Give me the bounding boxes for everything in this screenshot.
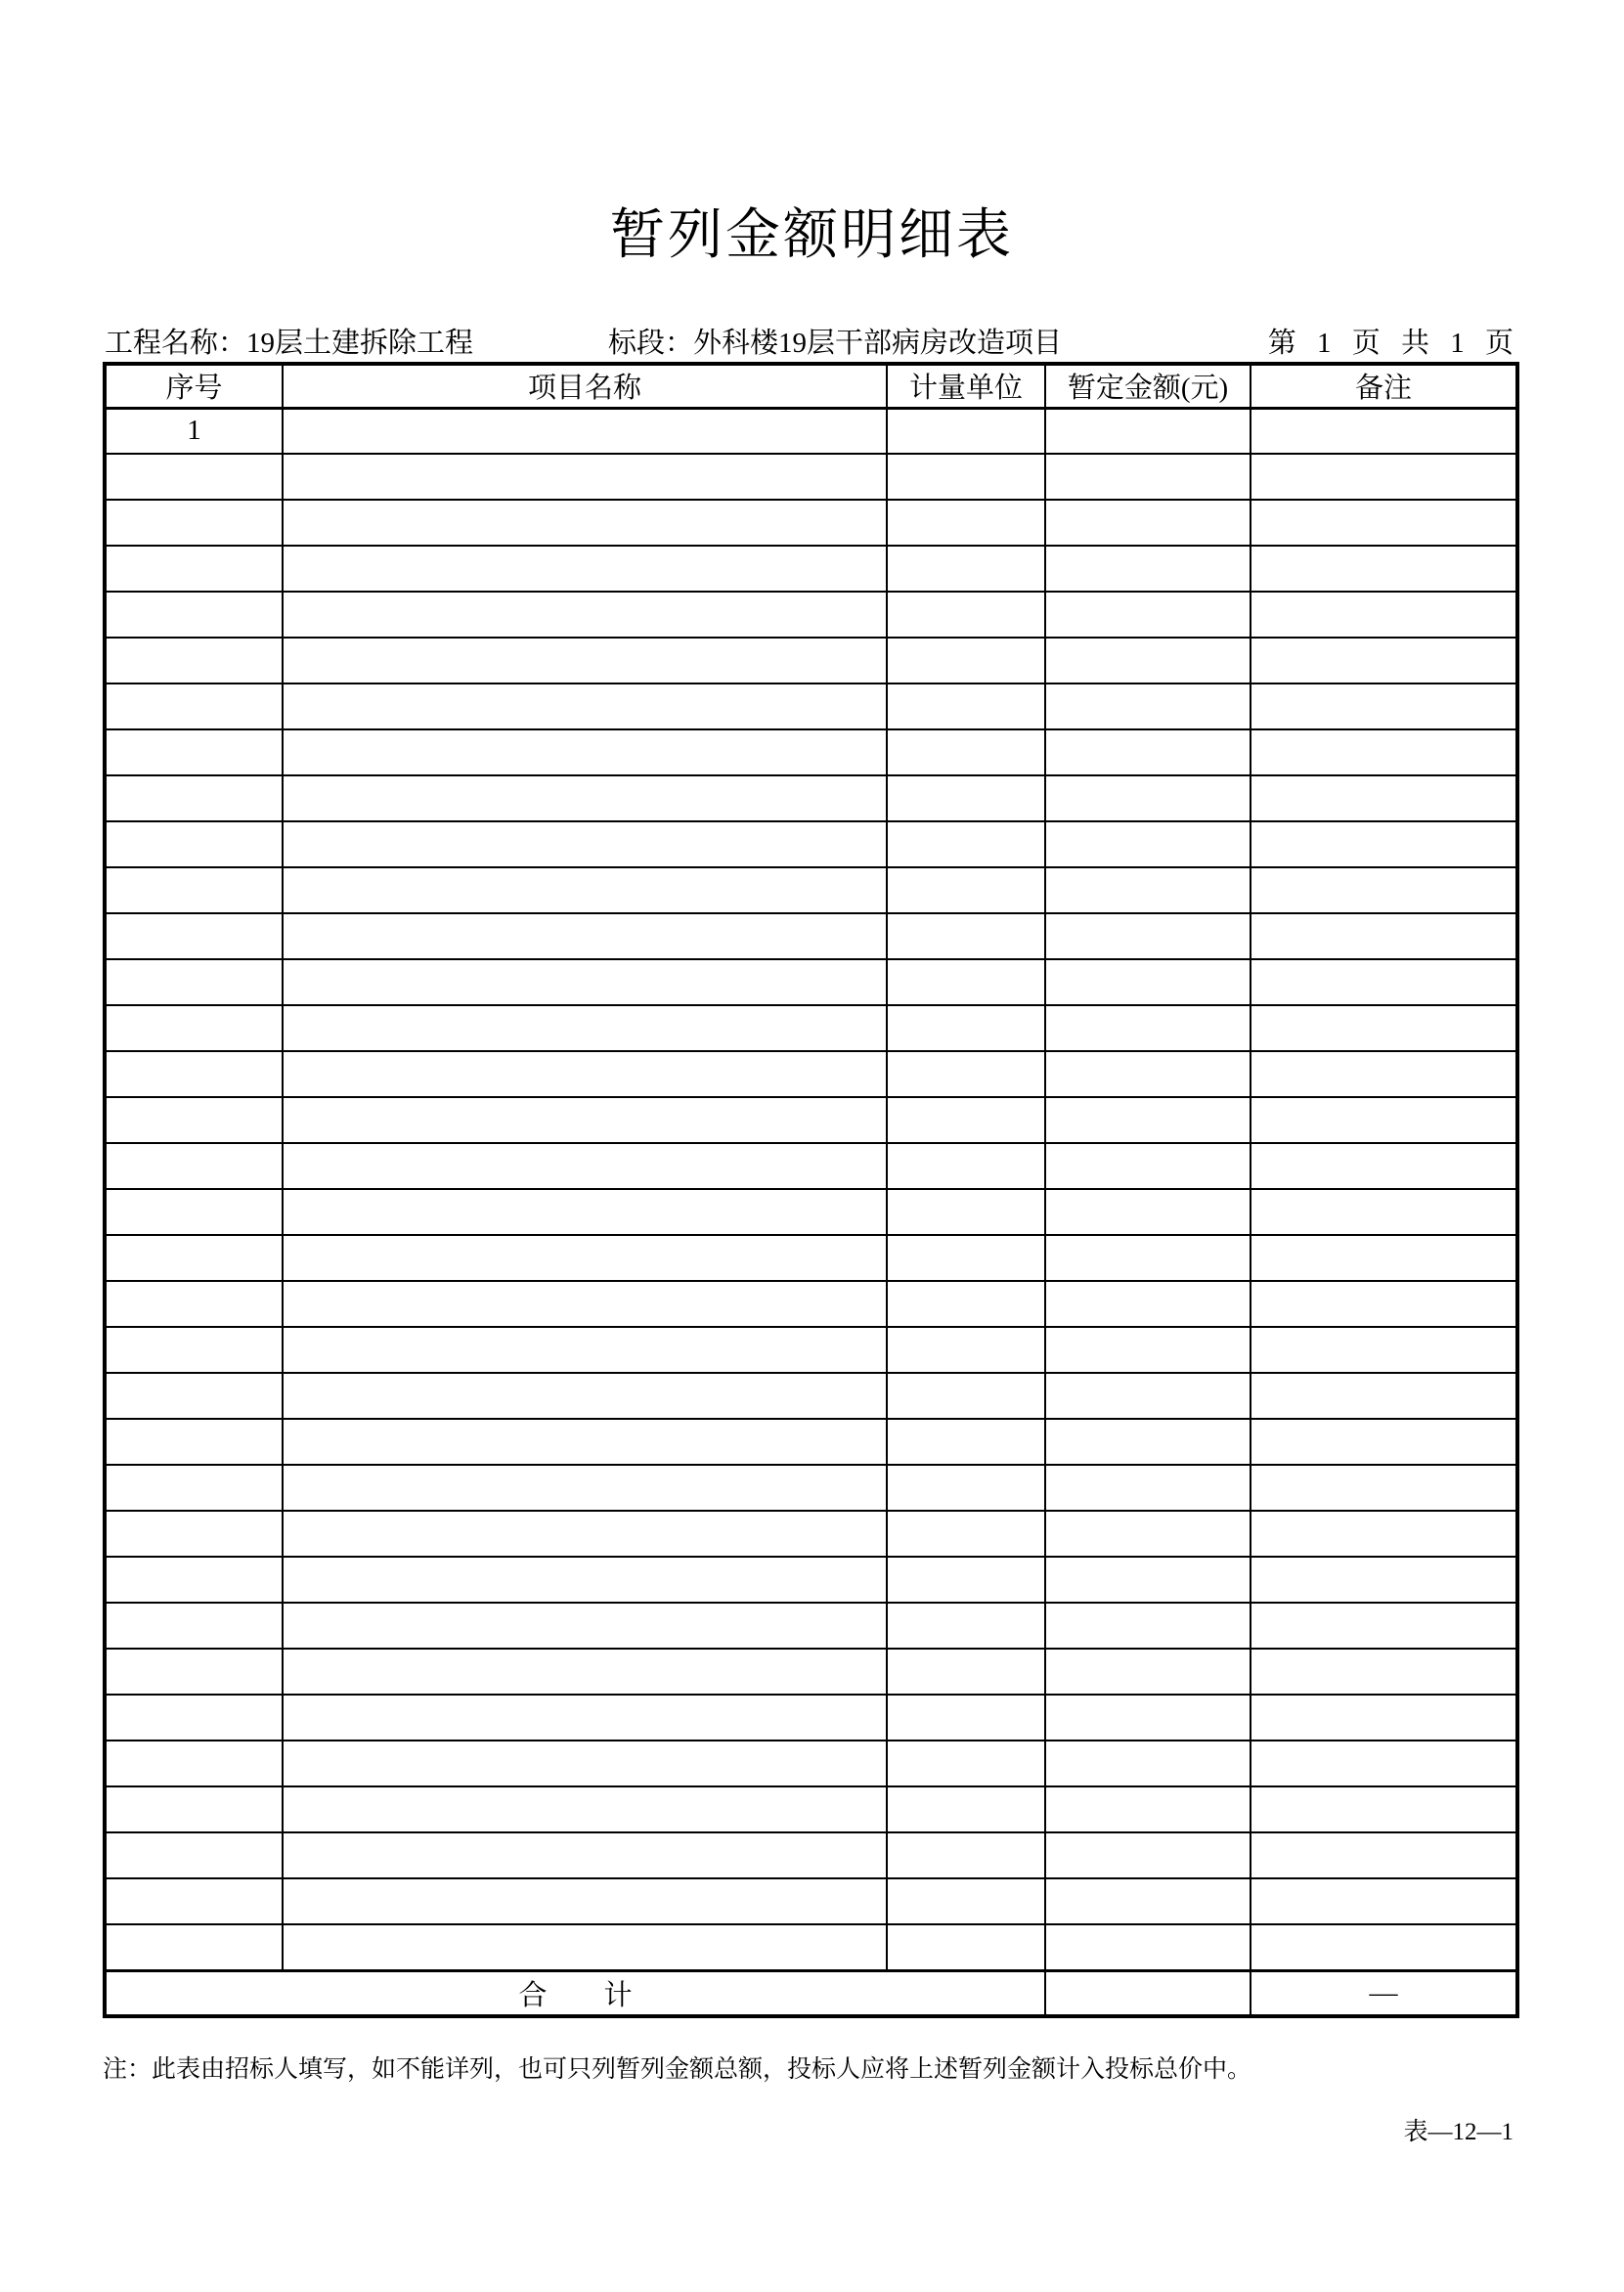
cell-name — [283, 959, 887, 1005]
cell-remark — [1251, 638, 1517, 683]
cell-amount — [1045, 775, 1251, 821]
cell-name — [283, 500, 887, 546]
table-row — [105, 1741, 1517, 1786]
table-row — [105, 867, 1517, 913]
table-row — [105, 1373, 1517, 1419]
cell-seq — [105, 1741, 283, 1786]
cell-name — [283, 546, 887, 592]
cell-unit — [887, 1419, 1045, 1465]
table-body — [105, 408, 1517, 1970]
cell-unit — [887, 1465, 1045, 1511]
cell-amount — [1045, 1695, 1251, 1741]
cell-name — [283, 1649, 887, 1695]
table-row — [105, 1557, 1517, 1603]
cell-unit — [887, 1281, 1045, 1327]
table-row — [105, 1235, 1517, 1281]
cell-amount — [1045, 1557, 1251, 1603]
cell-unit — [887, 1005, 1045, 1051]
cell-amount — [1045, 683, 1251, 729]
table-row — [105, 1281, 1517, 1327]
cell-name — [283, 683, 887, 729]
cell-unit — [887, 1235, 1045, 1281]
cell-unit — [887, 683, 1045, 729]
cell-name — [283, 821, 887, 867]
cell-name — [283, 1051, 887, 1097]
table-row — [105, 1878, 1517, 1924]
cell-unit — [887, 1097, 1045, 1143]
cell-amount — [1045, 1741, 1251, 1786]
cell-amount — [1045, 1465, 1251, 1511]
cell-seq — [105, 1832, 283, 1878]
col-header-amount: 暂定金额(元) — [1045, 364, 1251, 408]
cell-remark — [1251, 408, 1517, 454]
cell-amount — [1045, 592, 1251, 638]
cell-amount — [1045, 1281, 1251, 1327]
table-row — [105, 1005, 1517, 1051]
cell-remark — [1251, 1649, 1517, 1695]
cell-seq — [105, 821, 283, 867]
cell-unit — [887, 1924, 1045, 1970]
cell-name — [283, 408, 887, 454]
cell-amount — [1045, 1786, 1251, 1832]
cell-amount — [1045, 1097, 1251, 1143]
cell-unit — [887, 821, 1045, 867]
page-indicator: 第 1 页 共 1 页 — [1267, 328, 1514, 359]
cell-name — [283, 775, 887, 821]
cell-amount — [1045, 1051, 1251, 1097]
table-row — [105, 1327, 1517, 1373]
cell-seq — [105, 1097, 283, 1143]
col-header-unit: 计量单位 — [887, 364, 1045, 408]
cell-name — [283, 1695, 887, 1741]
cell-remark — [1251, 775, 1517, 821]
cell-unit — [887, 1189, 1045, 1235]
cell-seq — [105, 1603, 283, 1649]
cell-seq — [105, 1924, 283, 1970]
cell-name — [283, 1281, 887, 1327]
cell-amount — [1045, 500, 1251, 546]
table-row — [105, 1603, 1517, 1649]
cell-name — [283, 729, 887, 775]
cell-remark — [1251, 1097, 1517, 1143]
cell-name — [283, 1603, 887, 1649]
cell-amount — [1045, 1189, 1251, 1235]
cell-remark — [1251, 1327, 1517, 1373]
cell-name — [283, 592, 887, 638]
table-row — [105, 546, 1517, 592]
cell-unit — [887, 1603, 1045, 1649]
cell-seq — [105, 546, 283, 592]
cell-amount — [1045, 1143, 1251, 1189]
cell-amount — [1045, 1924, 1251, 1970]
cell-seq: 1 — [105, 408, 283, 454]
table-row — [105, 1465, 1517, 1511]
cell-unit — [887, 408, 1045, 454]
footnote: 注：此表由招标人填写，如不能详列，也可只列暂列金额总额，投标人应将上述暂列金额计入投标总价中。 — [103, 2056, 1252, 2083]
cell-amount — [1045, 913, 1251, 959]
cell-seq — [105, 1051, 283, 1097]
cell-name — [283, 638, 887, 683]
cell-amount — [1045, 1603, 1251, 1649]
cell-name — [283, 1557, 887, 1603]
cell-amount — [1045, 1511, 1251, 1557]
cell-remark — [1251, 546, 1517, 592]
form-code: 表—12—1 — [1403, 2119, 1514, 2145]
cell-seq — [105, 1235, 283, 1281]
cell-seq — [105, 913, 283, 959]
cell-name — [283, 1832, 887, 1878]
project-name-field: 工程名称：19层土建拆除工程 — [105, 328, 474, 359]
bid-section-field: 标段：外科楼19层干部病房改造项目 — [608, 328, 1063, 359]
cell-name — [283, 1097, 887, 1143]
cell-name — [283, 1786, 887, 1832]
table-row — [105, 959, 1517, 1005]
cell-remark — [1251, 1832, 1517, 1878]
cell-amount — [1045, 1832, 1251, 1878]
cell-remark — [1251, 1603, 1517, 1649]
cell-amount — [1045, 729, 1251, 775]
cell-seq — [105, 1373, 283, 1419]
cell-unit — [887, 592, 1045, 638]
cell-name — [283, 1419, 887, 1465]
cell-seq — [105, 1695, 283, 1741]
cell-name — [283, 1511, 887, 1557]
cell-name — [283, 1878, 887, 1924]
table-row — [105, 500, 1517, 546]
cell-amount — [1045, 1005, 1251, 1051]
page-title: 暂列金额明细表 — [610, 205, 1014, 266]
cell-remark — [1251, 1235, 1517, 1281]
col-header-remark: 备注 — [1251, 364, 1517, 408]
cell-seq — [105, 1281, 283, 1327]
table-row — [105, 1419, 1517, 1465]
cell-unit — [887, 1878, 1045, 1924]
cell-name — [283, 1143, 887, 1189]
cell-unit — [887, 1741, 1045, 1786]
cell-seq — [105, 1465, 283, 1511]
cell-remark — [1251, 959, 1517, 1005]
table-row — [105, 1786, 1517, 1832]
table-row — [105, 1051, 1517, 1097]
cell-amount — [1045, 1649, 1251, 1695]
cell-name — [283, 1373, 887, 1419]
cell-unit — [887, 913, 1045, 959]
cell-unit — [887, 1327, 1045, 1373]
cell-seq — [105, 638, 283, 683]
cell-amount — [1045, 454, 1251, 500]
cell-amount — [1045, 821, 1251, 867]
table-row — [105, 913, 1517, 959]
total-amount-cell — [1045, 1970, 1251, 2016]
cell-remark — [1251, 1419, 1517, 1465]
cell-remark — [1251, 729, 1517, 775]
cell-unit — [887, 1373, 1045, 1419]
cell-seq — [105, 729, 283, 775]
cell-amount — [1045, 638, 1251, 683]
cell-unit — [887, 729, 1045, 775]
cell-seq — [105, 1786, 283, 1832]
cell-amount — [1045, 546, 1251, 592]
cell-amount — [1045, 1878, 1251, 1924]
cell-unit — [887, 1511, 1045, 1557]
cell-seq — [105, 592, 283, 638]
cell-unit — [887, 1695, 1045, 1741]
cell-amount — [1045, 867, 1251, 913]
cell-unit — [887, 775, 1045, 821]
cell-unit — [887, 1832, 1045, 1878]
cell-remark — [1251, 1741, 1517, 1786]
table-row — [105, 1189, 1517, 1235]
cell-remark — [1251, 683, 1517, 729]
cell-remark — [1251, 1143, 1517, 1189]
cell-name — [283, 1327, 887, 1373]
cell-name — [283, 1924, 887, 1970]
cell-remark — [1251, 821, 1517, 867]
cell-remark — [1251, 500, 1517, 546]
table-row — [105, 1832, 1517, 1878]
total-row — [105, 1970, 1517, 2016]
cell-name — [283, 1741, 887, 1786]
cell-remark — [1251, 592, 1517, 638]
cell-name — [283, 1189, 887, 1235]
cell-remark — [1251, 1189, 1517, 1235]
table-row — [105, 1649, 1517, 1695]
provisional-sum-table — [103, 362, 1519, 2018]
col-header-seq: 序号 — [105, 364, 283, 408]
cell-remark — [1251, 1005, 1517, 1051]
cell-name — [283, 1005, 887, 1051]
cell-unit — [887, 638, 1045, 683]
cell-seq — [105, 959, 283, 1005]
cell-remark — [1251, 454, 1517, 500]
table-row — [105, 1143, 1517, 1189]
cell-remark — [1251, 1786, 1517, 1832]
cell-remark — [1251, 867, 1517, 913]
cell-seq — [105, 454, 283, 500]
table-row — [105, 408, 1517, 454]
cell-amount — [1045, 408, 1251, 454]
table-header-row — [105, 364, 1517, 408]
cell-unit — [887, 1051, 1045, 1097]
cell-seq — [105, 1189, 283, 1235]
table-row — [105, 775, 1517, 821]
cell-unit — [887, 1786, 1045, 1832]
table-row — [105, 1924, 1517, 1970]
table-row — [105, 1695, 1517, 1741]
cell-seq — [105, 500, 283, 546]
cell-seq — [105, 1327, 283, 1373]
cell-remark — [1251, 1511, 1517, 1557]
cell-remark — [1251, 1465, 1517, 1511]
cell-amount — [1045, 1327, 1251, 1373]
cell-seq — [105, 683, 283, 729]
table-row — [105, 638, 1517, 683]
table-row — [105, 683, 1517, 729]
col-header-name: 项目名称 — [283, 364, 887, 408]
cell-name — [283, 913, 887, 959]
cell-unit — [887, 454, 1045, 500]
cell-unit — [887, 867, 1045, 913]
table-row — [105, 729, 1517, 775]
cell-seq — [105, 775, 283, 821]
cell-unit — [887, 1557, 1045, 1603]
cell-remark — [1251, 1051, 1517, 1097]
table-row — [105, 1097, 1517, 1143]
cell-amount — [1045, 959, 1251, 1005]
cell-seq — [105, 1419, 283, 1465]
cell-seq — [105, 1005, 283, 1051]
cell-name — [283, 1235, 887, 1281]
cell-unit — [887, 546, 1045, 592]
cell-unit — [887, 1143, 1045, 1189]
cell-seq — [105, 1557, 283, 1603]
cell-amount — [1045, 1373, 1251, 1419]
cell-remark — [1251, 1557, 1517, 1603]
cell-seq — [105, 867, 283, 913]
info-bar — [103, 327, 1515, 360]
cell-seq — [105, 1649, 283, 1695]
cell-unit — [887, 500, 1045, 546]
cell-seq — [105, 1878, 283, 1924]
total-label: 合 计 — [105, 1970, 1045, 2016]
table-row — [105, 821, 1517, 867]
cell-remark — [1251, 1695, 1517, 1741]
cell-name — [283, 1465, 887, 1511]
cell-seq — [105, 1511, 283, 1557]
cell-remark — [1251, 913, 1517, 959]
cell-remark — [1251, 1373, 1517, 1419]
cell-remark — [1251, 1924, 1517, 1970]
cell-name — [283, 867, 887, 913]
cell-amount — [1045, 1235, 1251, 1281]
cell-name — [283, 454, 887, 500]
total-remark-cell: — — [1251, 1970, 1517, 2016]
cell-remark — [1251, 1878, 1517, 1924]
cell-unit — [887, 959, 1045, 1005]
table-row — [105, 1511, 1517, 1557]
cell-unit — [887, 1649, 1045, 1695]
cell-remark — [1251, 1281, 1517, 1327]
table-row — [105, 454, 1517, 500]
cell-seq — [105, 1143, 283, 1189]
cell-amount — [1045, 1419, 1251, 1465]
table-row — [105, 592, 1517, 638]
